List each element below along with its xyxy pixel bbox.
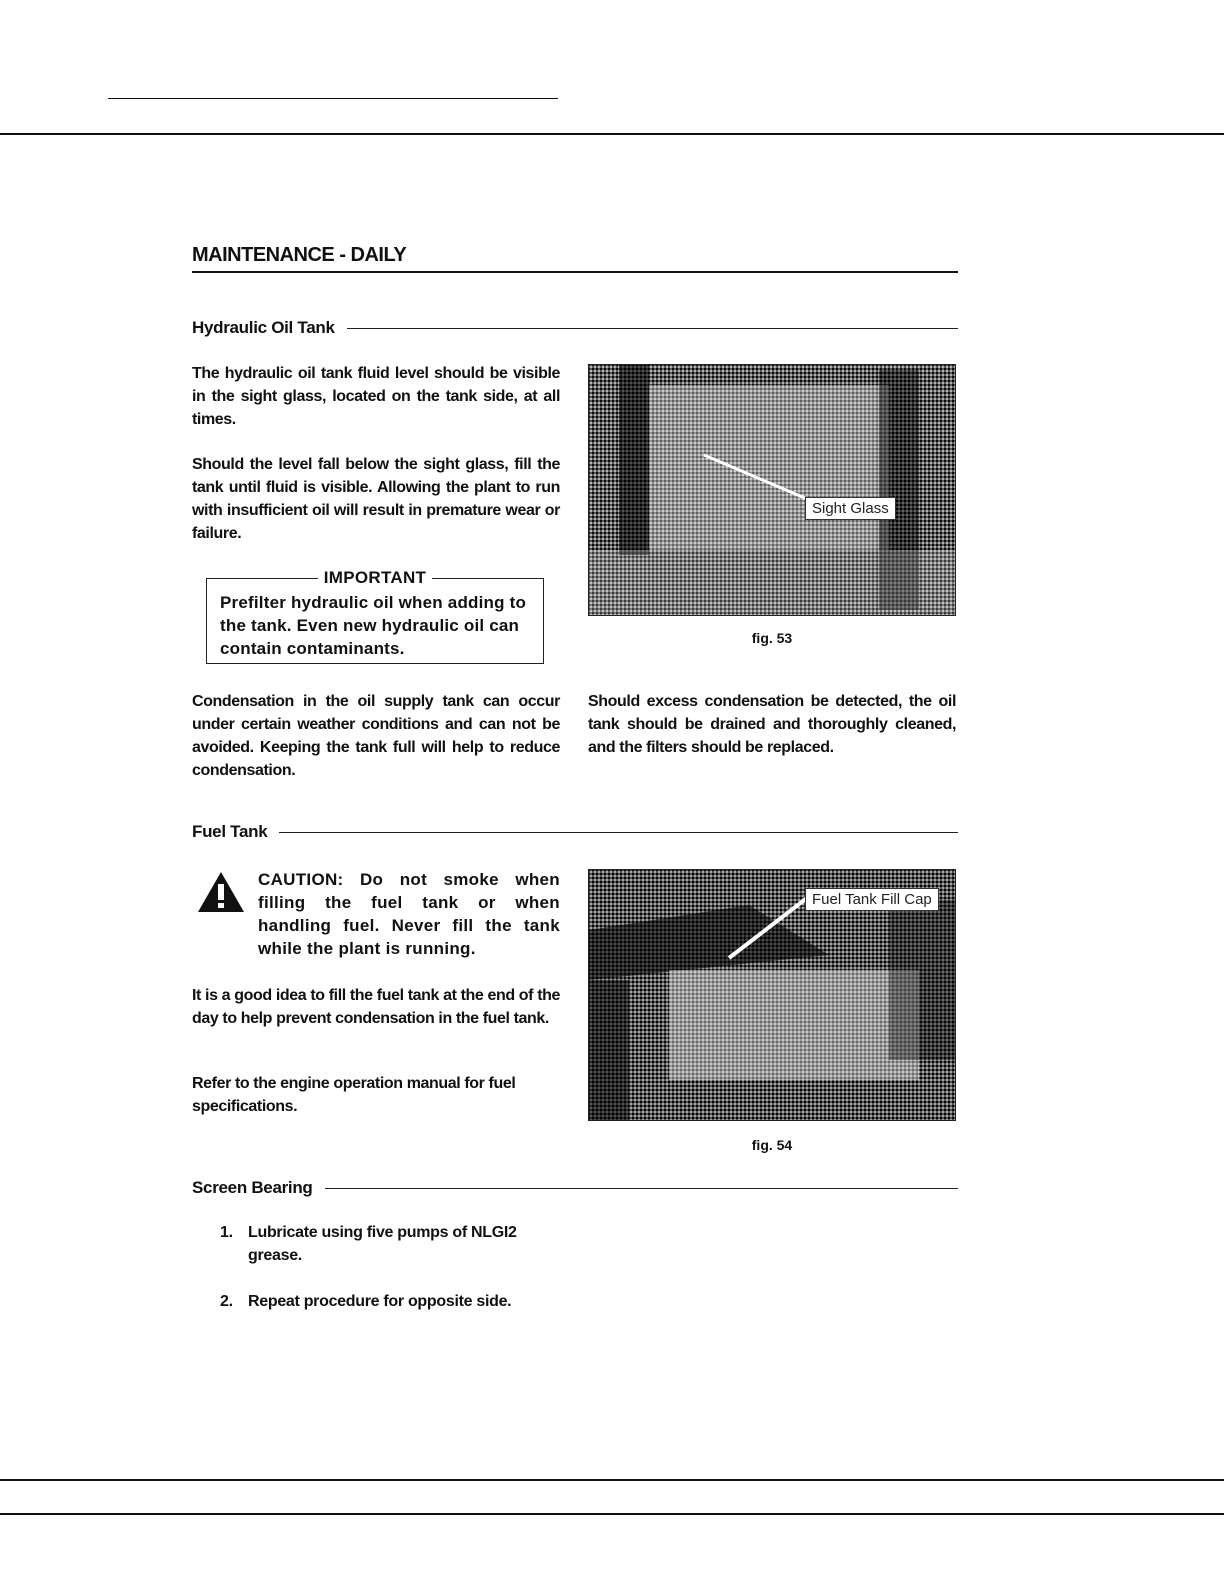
- list-item-text: Repeat procedure for opposite side.: [248, 1293, 512, 1310]
- hydraulic-paragraph-1: The hydraulic oil tank fluid level should be visible in the sight glass, located on the tank side, at all times.: [192, 365, 560, 428]
- hydraulic-paragraph-3: Condensation in the oil supply tank can occur under certain weather conditions and can not be avoided. Keeping the tank full will help to reduce condensation.: [192, 693, 560, 779]
- section-heading-label: Hydraulic Oil Tank: [192, 318, 335, 337]
- important-text: Prefilter hydraulic oil when adding to the tank. Even new hydraulic oil can contain contaminants.: [220, 593, 527, 658]
- title-underline: [192, 271, 958, 273]
- header-rule: [0, 133, 1224, 135]
- hydraulic-paragraph-2: Should the level fall below the sight glass, fill the tank until fluid is visible. Allowing the plant to run with insufficient oil will result in premature wear or failure.: [192, 456, 560, 542]
- section-heading-label: Screen Bearing: [192, 1178, 313, 1197]
- sight-glass-photo: [588, 364, 956, 616]
- warning-icon: [196, 870, 246, 914]
- fuel-tank-photo: [588, 869, 956, 1121]
- section-heading-screen-bearing: [192, 1178, 958, 1198]
- page-title: MAINTENANCE - DAILY: [192, 244, 407, 266]
- list-item: [220, 1221, 562, 1267]
- list-item-text: Lubricate using five pumps of NLGI2 grease.: [248, 1224, 517, 1264]
- section-heading-line: [347, 328, 958, 329]
- section-heading-line: [279, 832, 958, 833]
- footer-rule-1: [0, 1479, 1224, 1481]
- list-item-number: 2.: [220, 1293, 233, 1310]
- section-heading-label: Fuel Tank: [192, 822, 268, 841]
- header-short-rule: [108, 98, 558, 99]
- section-heading-fuel: [192, 822, 958, 842]
- fuel-tank-fill-cap-label: Fuel Tank Fill Cap: [805, 888, 939, 911]
- fuel-caution-text: CAUTION: Do not smoke when filling the fuel tank or when handling fuel. Never fill the tank while the plant is running.: [258, 870, 560, 958]
- important-title-label: IMPORTANT: [318, 568, 432, 587]
- important-box: [206, 568, 544, 664]
- list-item: [220, 1290, 562, 1313]
- fuel-paragraph-2: Refer to the engine operation manual for fuel specifications.: [192, 1075, 516, 1115]
- figure-caption-53: fig. 53: [751, 630, 793, 646]
- important-title: [207, 568, 543, 588]
- footer-rule-2: [0, 1513, 1224, 1515]
- section-heading-hydraulic: [192, 318, 958, 338]
- sight-glass-photo-shapes: [589, 365, 955, 615]
- section-heading-line: [325, 1188, 958, 1189]
- sight-glass-label: Sight Glass: [805, 497, 896, 520]
- list-item-number: 1.: [220, 1224, 233, 1241]
- hydraulic-paragraph-4: Should excess condensation be detected, the oil tank should be drained and thoroughly cleaned, and the filters should be replaced.: [588, 693, 956, 756]
- fuel-paragraph-1: It is a good idea to fill the fuel tank at the end of the day to help prevent condensation in the fuel tank.: [192, 987, 560, 1027]
- figure-caption-54: fig. 54: [751, 1137, 793, 1153]
